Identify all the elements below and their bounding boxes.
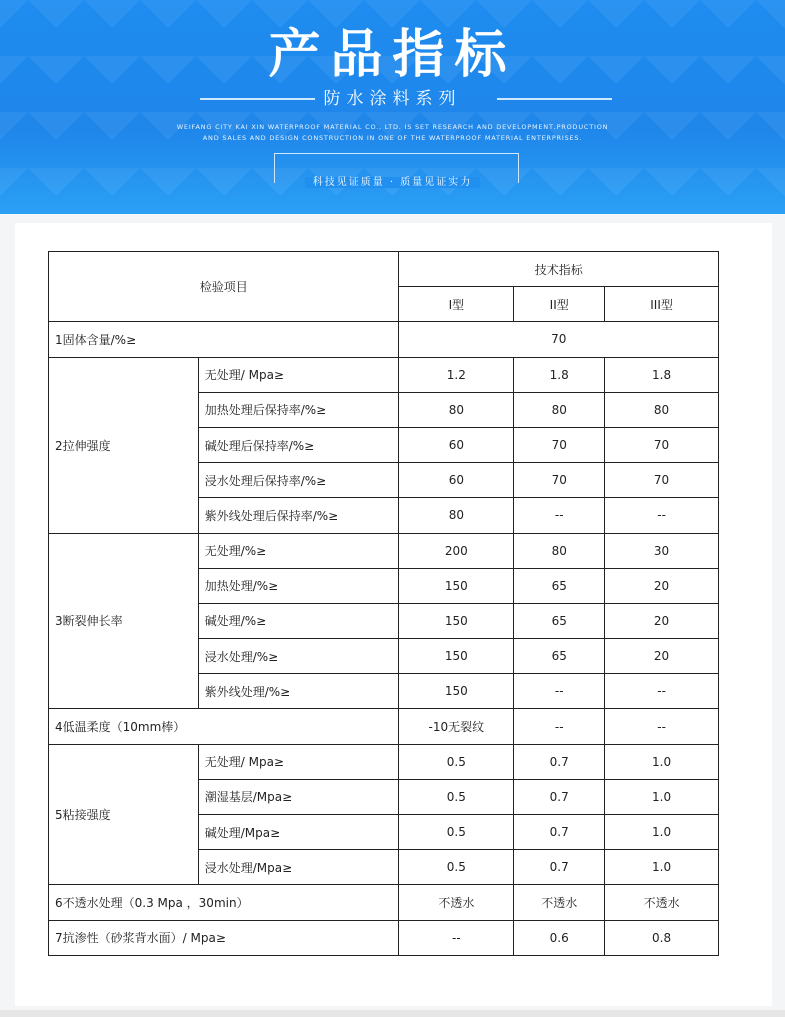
- table-row: [49, 709, 719, 744]
- cell-value: 20: [605, 603, 719, 638]
- cell-value: 80: [514, 533, 605, 568]
- slogan-text: 科技见证质量 · 质量见证实力: [305, 177, 481, 188]
- cell-value: 0.5: [399, 779, 514, 814]
- company-description-line1: WEIFANG CITY KAI XIN WATERPROOF MATERIAL CO., LTD. IS SET RESEARCH AND DEVELOPMENT,PRODUCTION: [176, 123, 609, 131]
- cell-value: 150: [399, 603, 514, 638]
- cell-value: 60: [399, 427, 514, 462]
- cell-value: 65: [514, 568, 605, 603]
- header-technical-spec: 技术指标: [399, 252, 719, 287]
- slogan: [0, 173, 785, 188]
- sub-row-label: 无处理/ Mpa≥: [198, 357, 399, 392]
- cell-value: 70: [514, 427, 605, 462]
- cell-value: 0.8: [605, 920, 719, 955]
- table-row: [49, 920, 719, 955]
- sub-row-label: 无处理/%≥: [198, 533, 399, 568]
- cell-value: 150: [399, 639, 514, 674]
- cell-value: 0.6: [514, 920, 605, 955]
- sub-row-label: 紫外线处理后保持率/%≥: [198, 498, 399, 533]
- header-inspection-item: 检验项目: [49, 252, 399, 322]
- banner-title: 产品指标: [268, 25, 517, 85]
- cell-value: 80: [514, 392, 605, 427]
- table-row: [49, 744, 719, 779]
- cell-value: 不透水: [605, 885, 719, 920]
- cell-value: 150: [399, 568, 514, 603]
- sub-row-label: 浸水处理/Mpa≥: [198, 850, 399, 885]
- table-row: [49, 357, 719, 392]
- cell-value: --: [605, 674, 719, 709]
- cell-value: 30: [605, 533, 719, 568]
- cell-value: 1.0: [605, 779, 719, 814]
- header-type-2: II型: [514, 287, 605, 322]
- cell-value: 150: [399, 674, 514, 709]
- banner-subtitle: 防水涂料系列: [323, 89, 462, 109]
- subtitle-divider-right: [497, 98, 612, 100]
- sub-row-label: 潮湿基层/Mpa≥: [198, 779, 399, 814]
- sub-row-label: 紫外线处理/%≥: [198, 674, 399, 709]
- cell-value: 80: [605, 392, 719, 427]
- cell-value: --: [605, 498, 719, 533]
- row-label: 4低温柔度（10mm棒）: [49, 709, 399, 744]
- sub-row-label: 加热处理后保持率/%≥: [198, 392, 399, 427]
- bottom-bar: [0, 1010, 785, 1017]
- cell-value: 1.8: [514, 357, 605, 392]
- company-description-line2: AND SALES AND DESIGN CONSTRUCTION IN ONE OF THE WATERPROOF MATERIAL ENTERPRISES.: [202, 134, 583, 142]
- cell-value: --: [514, 709, 605, 744]
- cell-value: 0.5: [399, 815, 514, 850]
- cell-value: 60: [399, 463, 514, 498]
- header-type-1: I型: [399, 287, 514, 322]
- cell-value: 70: [605, 427, 719, 462]
- table-row: [49, 533, 719, 568]
- sub-row-label: 浸水处理/%≥: [198, 639, 399, 674]
- row-label: 6不透水处理（0.3 Mpa ，30min）: [49, 885, 399, 920]
- header-type-3: III型: [605, 287, 719, 322]
- cell-value: 65: [514, 639, 605, 674]
- cell-value: 1.2: [399, 357, 514, 392]
- cell-value: 80: [399, 498, 514, 533]
- cell-value: 不透水: [399, 885, 514, 920]
- row-group-label: 2拉伸强度: [49, 357, 199, 533]
- cell-value: 70: [399, 322, 719, 357]
- cell-value: 65: [514, 603, 605, 638]
- cell-value: 1.0: [605, 744, 719, 779]
- cell-value: 70: [605, 463, 719, 498]
- cell-value: --: [605, 709, 719, 744]
- cell-value: 1.8: [605, 357, 719, 392]
- cell-value: -10无裂纹: [399, 709, 514, 744]
- row-label: 7抗渗性（砂浆背水面）/ Mpa≥: [49, 920, 399, 955]
- row-label: 1固体含量/%≥: [49, 322, 399, 357]
- sub-row-label: 碱处理/Mpa≥: [198, 815, 399, 850]
- cell-value: 1.0: [605, 850, 719, 885]
- company-description: [0, 122, 785, 144]
- table-row: [49, 322, 719, 357]
- cell-value: 0.7: [514, 815, 605, 850]
- sub-row-label: 浸水处理后保持率/%≥: [198, 463, 399, 498]
- cell-value: 20: [605, 639, 719, 674]
- row-group-label: 5粘接强度: [49, 744, 199, 885]
- cell-value: 0.7: [514, 779, 605, 814]
- spec-table: [48, 251, 719, 956]
- cell-value: 1.0: [605, 815, 719, 850]
- sub-row-label: 无处理/ Mpa≥: [198, 744, 399, 779]
- table-header-row: [49, 252, 719, 287]
- table-row: [49, 885, 719, 920]
- cell-value: 70: [514, 463, 605, 498]
- cell-value: 20: [605, 568, 719, 603]
- cell-value: 不透水: [514, 885, 605, 920]
- row-group-label: 3断裂伸长率: [49, 533, 199, 709]
- cell-value: 200: [399, 533, 514, 568]
- cell-value: --: [514, 674, 605, 709]
- cell-value: 0.7: [514, 850, 605, 885]
- cell-value: --: [399, 920, 514, 955]
- sub-row-label: 碱处理/%≥: [198, 603, 399, 638]
- cell-value: 0.5: [399, 744, 514, 779]
- cell-value: 0.7: [514, 744, 605, 779]
- header-banner: [0, 0, 785, 214]
- subtitle-row: [0, 86, 785, 112]
- cell-value: 80: [399, 392, 514, 427]
- cell-value: 0.5: [399, 850, 514, 885]
- cell-value: --: [514, 498, 605, 533]
- sub-row-label: 加热处理/%≥: [198, 568, 399, 603]
- sub-row-label: 碱处理后保持率/%≥: [198, 427, 399, 462]
